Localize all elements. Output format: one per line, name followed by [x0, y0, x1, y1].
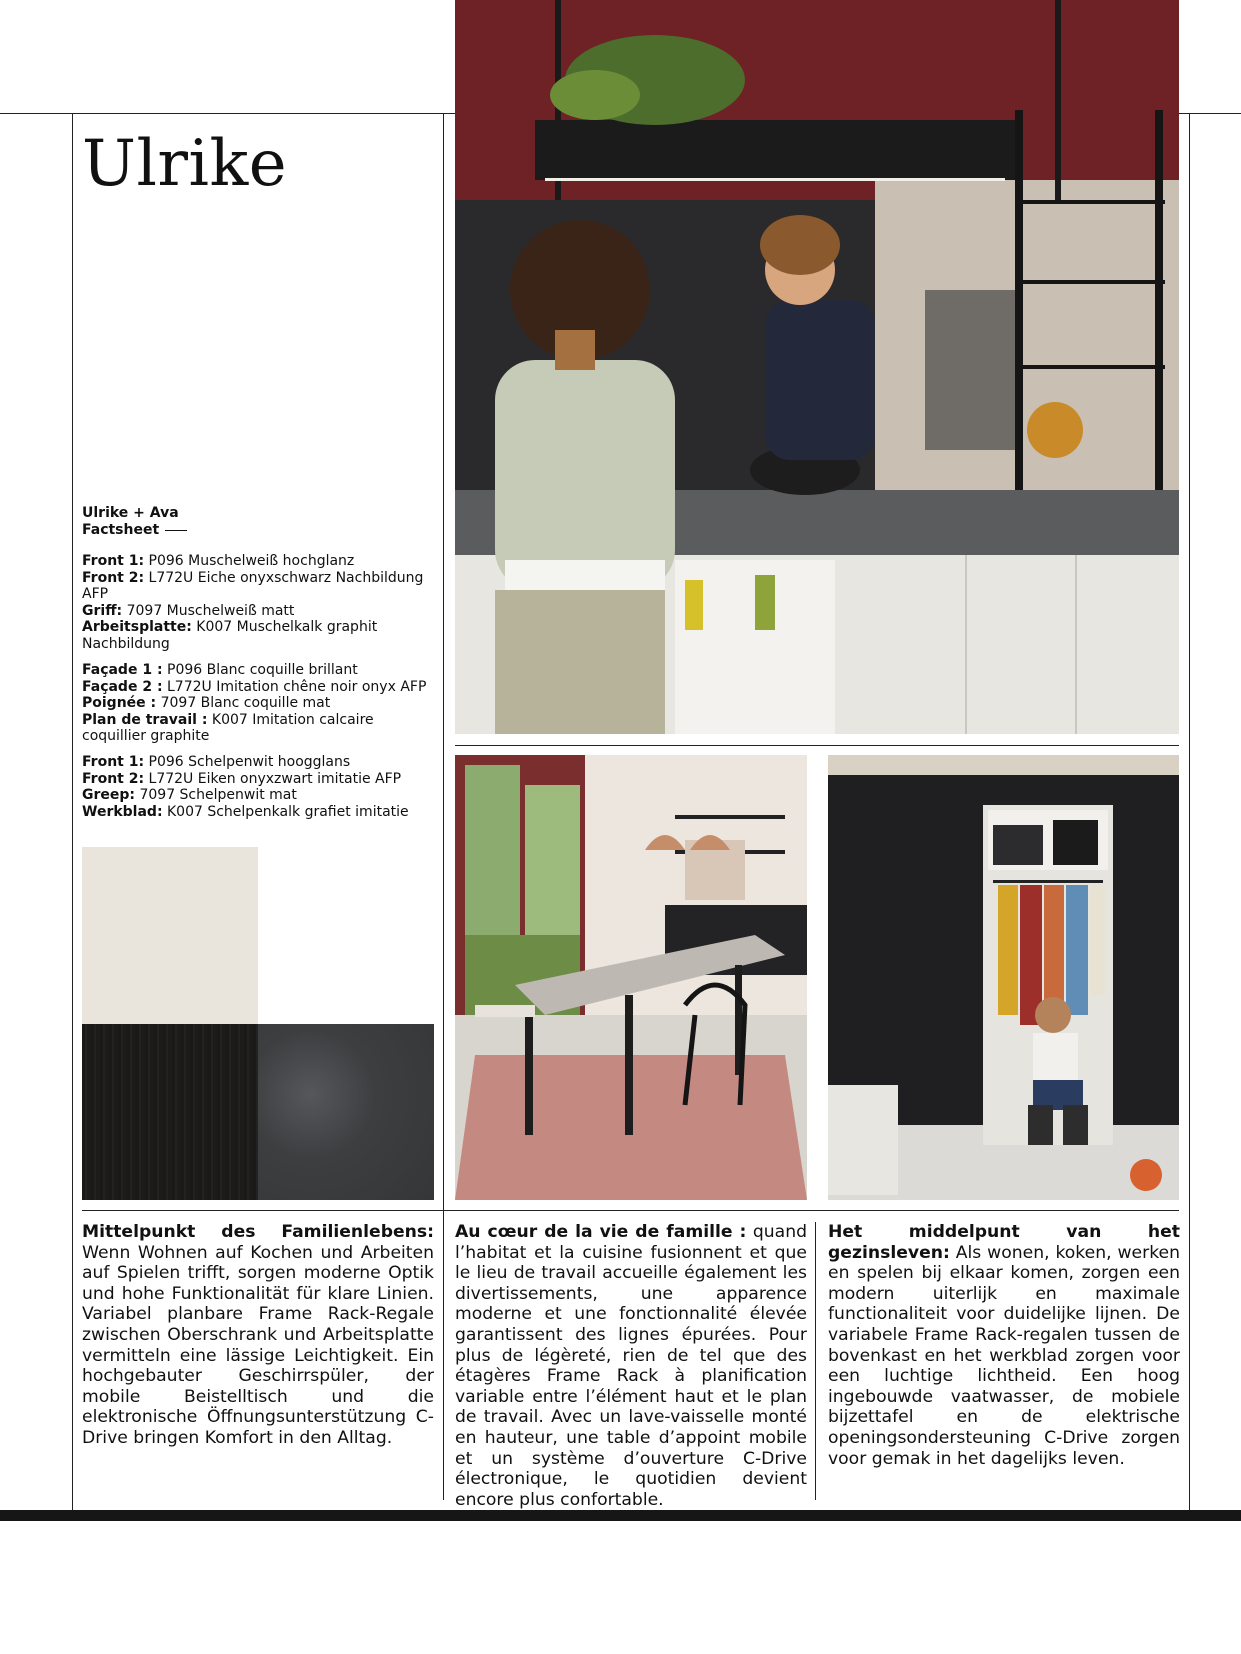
wardrobe-scene: [828, 755, 1179, 1200]
factsheet-nl: [82, 754, 442, 820]
column-divider-1: [443, 113, 444, 1500]
kitchen-photo: [455, 0, 1179, 734]
spec-line: Front 2: L772U Eiken onyxzwart imitatie AFP: [82, 770, 402, 787]
spec-line: Façade 1 : P096 Blanc coquille brillant: [82, 662, 358, 678]
spec-line: Front 2: L772U Eiche onyxschwarz Nachbildung AFP: [82, 569, 424, 603]
text-column-fr: [455, 1222, 807, 1510]
column-lead: Mittelpunkt des Familienlebens:: [82, 1222, 434, 1242]
column-lead: Het middelpunt van het gezinsleven:: [828, 1222, 1180, 1263]
spec-line: Greep: 7097 Schelpenwit mat: [82, 787, 297, 804]
spec-line: Façade 2 : L772U Imitation chêne noir onyx AFP: [82, 678, 427, 695]
factsheet-fr: [82, 662, 442, 745]
page-title: Ulrike: [82, 127, 288, 201]
text-column-nl: [828, 1222, 1180, 1469]
spec-line: Arbeitsplatte: K007 Muschelkalk graphit Nachbildung: [82, 619, 378, 652]
left-frame-line: [72, 113, 73, 1510]
swatch-shell-white: [82, 847, 258, 1024]
heading-dash: [165, 530, 187, 531]
text-rule: [82, 1210, 1179, 1211]
swatch-limestone-graphite: [258, 1024, 434, 1200]
spec-line: Plan de travail : K007 Imitation calcaire coquillier graphite: [82, 711, 374, 745]
dining-photo: [455, 755, 807, 1200]
right-frame-line: [1189, 113, 1190, 1510]
column-divider-2: [815, 1222, 816, 1500]
spec-line: Griff: 7097 Muschelweiß matt: [82, 602, 295, 619]
factsheet-heading-line2: Factsheet: [82, 522, 160, 538]
bottom-bar: [0, 1510, 1241, 1521]
text-column-de: [82, 1222, 434, 1449]
column-body: Wenn Wohnen auf Kochen und Arbeiten auf Spielen trifft, sorgen moderne Optik und hohe Funktionalität für klare Linien. Variabel planbare Frame Rack-Regale zwischen Oberschrank und Arbeitsplatte vermitteln eine lässige Leichtigkeit. Ein hochgebauter Geschirrspüler, der mobile Beistelltisch und die elektronische Öffnungsunterstützung C-Drive bringen Komfort in den Alltag.: [82, 1242, 434, 1448]
column-lead: Au cœur de la vie de famille :: [455, 1222, 747, 1242]
factsheet-de: [82, 553, 442, 653]
dining-scene: [455, 755, 807, 1200]
spec-line: Front 1: P096 Muschelweiß hochglanz: [82, 553, 355, 569]
spec-line: Poignée : 7097 Blanc coquille mat: [82, 695, 331, 712]
column-body: Als wonen, koken, werken en spelen bij elkaar komen, zorgen een modern uiterlijk en maximale functionaliteit voor duidelijke lijnen. De variabele Frame Rack-regalen tussen de bovenkast en het werkblad zorgen voor een luchtige lichtheid. Een hoog ingebouwde vaatwasser, de mobiele bijzettafel en de elektrische openingsondersteuning C-Drive zorgen voor gemak in het dagelijks leven.: [828, 1242, 1180, 1469]
kitchen-scene: [455, 0, 1179, 734]
wardrobe-photo: [828, 755, 1179, 1200]
factsheet-heading: [82, 505, 187, 539]
spec-line: Werkblad: K007 Schelpenkalk grafiet imitatie: [82, 803, 409, 820]
factsheet-heading-line1: Ulrike + Ava: [82, 505, 179, 521]
top-rule-left: [0, 113, 455, 114]
column-body: quand l’habitat et la cuisine fusionnent et que le lieu de travail accueille également les divertissements, une apparence moderne et une fonctionnalité élevée garantissent des lignes épurées. Pour plus de légèreté, rien de tel que des étagères Frame Rack à planification variable entre l’élément haut et le plan de travail. Avec un lave-vaisselle monté en hauteur, une table d’appoint mobile et un système d’ouverture C-Drive électronique, le quotidien devient encore plus confortable.: [455, 1222, 807, 1510]
spec-line: Front 1: P096 Schelpenwit hoogglans: [82, 754, 351, 770]
swatch-oak-onyx-black: [82, 1024, 258, 1200]
photo-divider: [455, 745, 1179, 746]
